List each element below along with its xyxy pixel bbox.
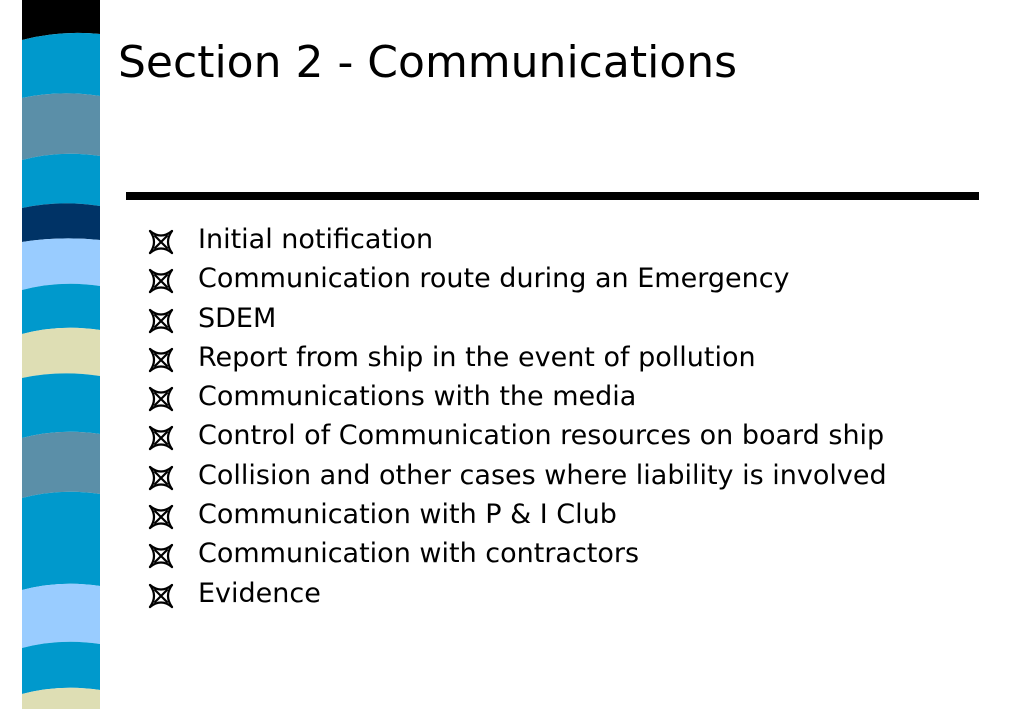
bullet-text: Communication with contractors [198, 538, 640, 570]
bullet-item [146, 456, 986, 495]
bullet-item [146, 259, 986, 298]
bullet-text: Collision and other cases where liability is involved [198, 459, 887, 491]
bullet-item [146, 377, 986, 416]
ornament-x-icon [146, 464, 176, 492]
ornament-x-icon [146, 542, 176, 570]
bullet-text: Report from ship in the event of pollution [198, 341, 756, 373]
bullet-text: Communication with P & I Club [198, 499, 617, 531]
bullet-text: Communication route during an Emergency [198, 263, 790, 295]
bullet-text: Communications with the media [198, 381, 637, 413]
bullet-item [146, 416, 986, 455]
bullet-item [146, 574, 986, 613]
ornament-x-icon [146, 228, 176, 256]
ornament-x-icon [146, 346, 176, 374]
bullet-item [146, 299, 986, 338]
ornament-x-icon [146, 424, 176, 452]
bullet-item [146, 220, 986, 259]
slide-title: Section 2 - Communications [118, 37, 738, 88]
ornament-x-icon [146, 307, 176, 335]
ornament-x-icon [146, 385, 176, 413]
ornament-x-icon [146, 267, 176, 295]
title-divider [126, 192, 979, 200]
ornament-x-icon [146, 582, 176, 610]
bullet-text: SDEM [198, 302, 277, 334]
bullet-text: Evidence [198, 577, 321, 609]
bullet-item [146, 495, 986, 534]
bullet-text: Initial notification [198, 224, 434, 255]
bullet-text: Control of Communication resources on board ship [198, 420, 885, 452]
bullet-item [146, 534, 986, 573]
ornament-x-icon [146, 503, 176, 531]
decorative-wave-stripe [0, 0, 100, 709]
bullet-item [146, 338, 986, 377]
bullet-list [146, 220, 986, 613]
